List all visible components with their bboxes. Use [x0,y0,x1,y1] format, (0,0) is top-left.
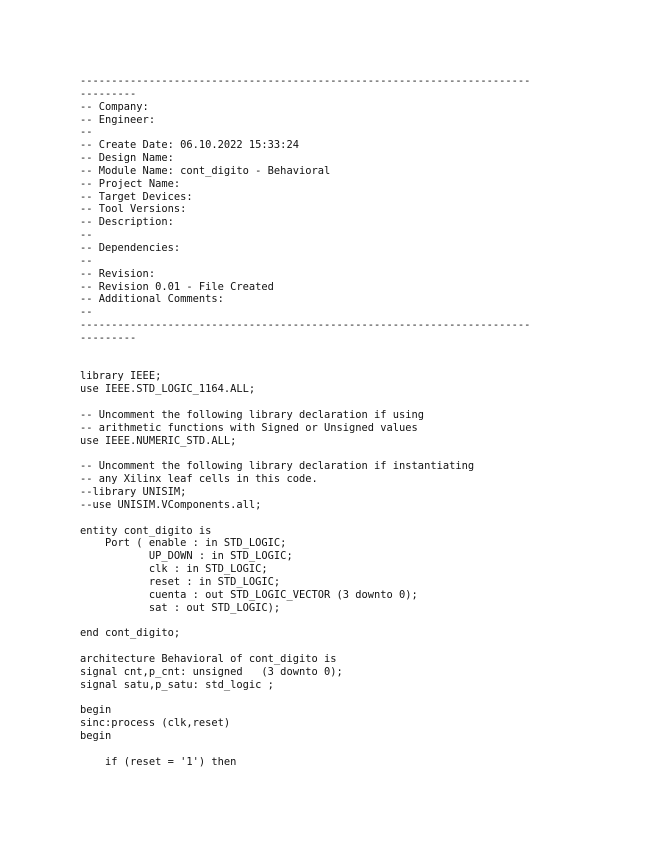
code-line [80,614,640,627]
code-line [80,345,640,358]
code-line: -- Project Name: [80,177,181,190]
code-line: -- [80,126,93,139]
code-line [80,447,640,460]
code-line: --------- [80,87,137,100]
vhdl-source-code [80,75,640,769]
code-line: --use UNISIM.VComponents.all; [80,498,262,511]
code-line: library IEEE; [80,370,162,383]
code-line: -- Module Name: cont_digito - Behavioral [80,164,331,177]
code-line: -- Tool Versions: [80,203,187,216]
code-line: -- Engineer: [80,113,156,126]
code-line: -- Revision: [80,267,156,280]
code-line: signal cnt,p_cnt: unsigned (3 downto 0); [80,665,343,678]
code-line: -- Create Date: 06.10.2022 15:33:24 [80,139,299,152]
code-line: UP_DOWN : in STD_LOGIC; [80,550,293,563]
code-line: reset : in STD_LOGIC; [80,575,281,588]
code-line: Port ( enable : in STD_LOGIC; [80,537,287,550]
code-line: use IEEE.STD_LOGIC_1164.ALL; [80,383,256,396]
code-line: if (reset = '1') then [80,755,237,768]
code-line: entity cont_digito is [80,524,212,537]
code-line: -- Target Devices: [80,190,193,203]
code-line: sinc:process (clk,reset) [80,717,231,730]
code-line: -- Dependencies: [80,241,181,254]
code-line: begin [80,704,112,717]
code-line: -- Design Name: [80,152,174,165]
code-line [80,512,640,525]
code-line: --library UNISIM; [80,486,187,498]
code-line: ------------------------------------------------------------------------ [80,319,531,332]
code-line: --------- [80,331,137,344]
code-line: -- [80,306,93,319]
code-line: use IEEE.NUMERIC_STD.ALL; [80,434,237,447]
code-line [80,640,640,653]
code-line: -- Uncomment the following library declaration if using [80,408,425,421]
code-line [80,743,640,756]
code-line: clk : in STD_LOGIC; [80,563,268,576]
code-line: -- any Xilinx leaf cells in this code. [80,473,318,486]
code-line: -- [80,254,93,267]
code-line: end cont_digito; [80,627,181,640]
code-line: -- arithmetic functions with Signed or Unsigned values [80,421,418,434]
code-line: -- Description: [80,216,174,229]
code-line [80,396,640,409]
code-line: cuenta : out STD_LOGIC_VECTOR (3 downto 0); [80,588,418,601]
code-line: ------------------------------------------------------------------------ [80,75,531,87]
code-line: -- [80,229,93,242]
code-line [80,692,640,705]
code-line: architecture Behavioral of cont_digito is [80,652,337,665]
code-line: -- Revision 0.01 - File Created [80,280,274,293]
code-line: begin [80,730,112,743]
code-line: -- Company: [80,100,149,113]
code-line: signal satu,p_satu: std_logic ; [80,678,274,691]
code-line: -- Uncomment the following library declaration if instantiating [80,460,475,473]
code-line [80,358,640,371]
code-line: sat : out STD_LOGIC); [80,601,281,614]
code-line: -- Additional Comments: [80,293,224,306]
